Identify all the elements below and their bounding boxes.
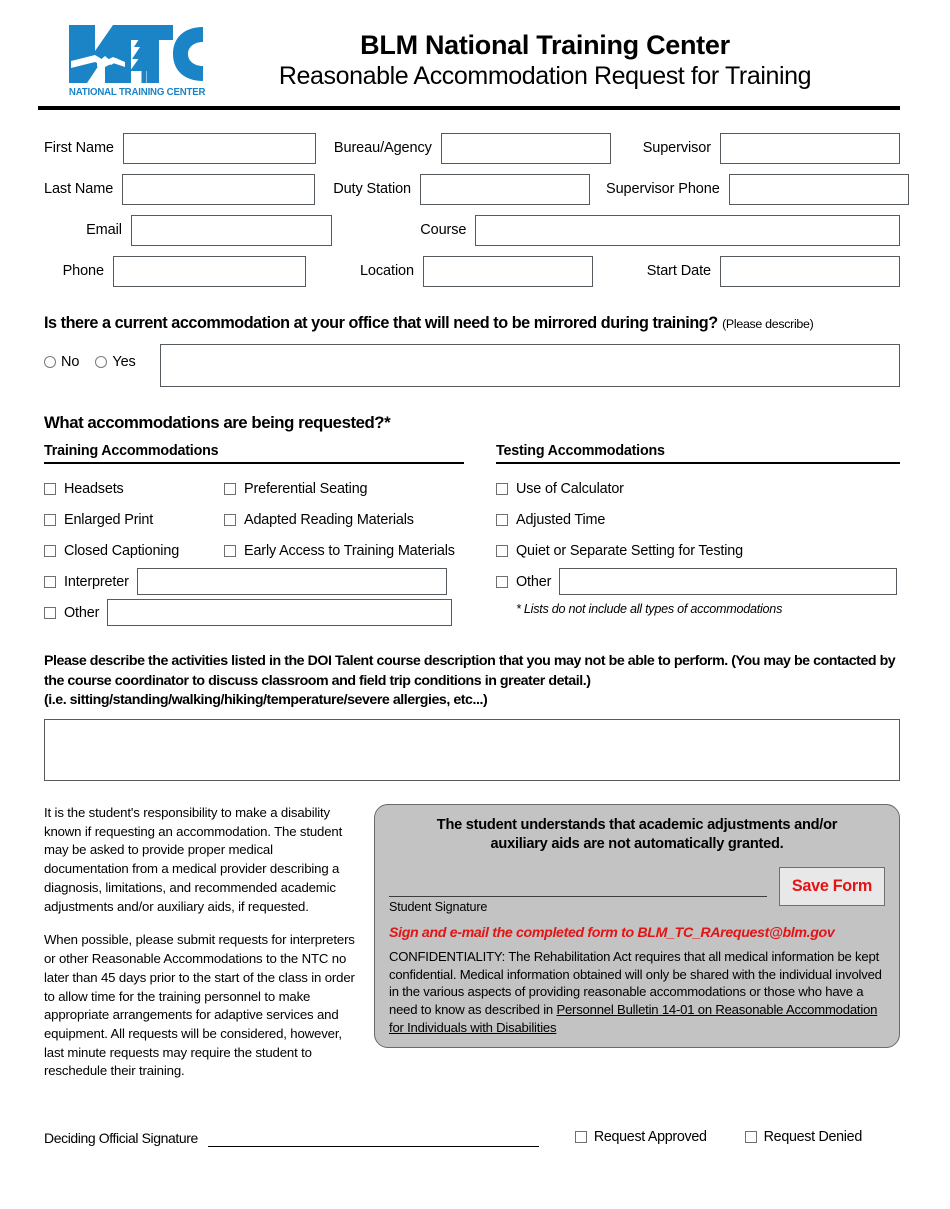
bureau-agency-input[interactable] xyxy=(441,133,611,164)
checkbox-box[interactable] xyxy=(44,545,56,557)
ntc-logo xyxy=(62,23,212,98)
checkbox-label: Interpreter xyxy=(64,573,129,590)
training-column-title: Training Accommodations xyxy=(44,443,219,459)
training-accommodations-column xyxy=(44,443,464,628)
radio-no-label: No xyxy=(61,354,80,370)
checkbox-box[interactable] xyxy=(496,545,508,557)
mirror-question-line xyxy=(44,314,900,333)
page-subtitle: Reasonable Accommodation Request for Training xyxy=(278,61,812,90)
signature-area xyxy=(389,866,885,914)
card-heading-line-2: auxiliary aids are not automatically granted. xyxy=(490,835,784,852)
mirror-question-note: (Please describe) xyxy=(722,317,814,331)
checkbox-box[interactable] xyxy=(224,514,236,526)
page-title: BLM National Training Center xyxy=(360,29,730,60)
policy-text-block xyxy=(44,804,374,1096)
accommodations-section xyxy=(44,413,900,628)
field-label-bureau-agency: Bureau/Agency xyxy=(333,140,432,156)
checkbox-label: Preferential Seating xyxy=(244,480,368,497)
deciding-official-label: Deciding Official Signature xyxy=(44,1130,198,1146)
mirror-radio-group xyxy=(44,344,152,370)
confidentiality-text xyxy=(389,948,885,1037)
policy-paragraph-1: It is the student's responsibility to make a disability known if requesting an accommodation. The student may be asked to provide proper medical documentation from a medical provider describing a diagnosis, limitations, and recommended academic adjustments and/or auxiliary aids, if requested. xyxy=(44,804,343,914)
mirror-accommodation-section xyxy=(44,314,900,387)
describe-line-1: Please describe the activities listed in the DOI Talent course description that you may not be able to perform. (You may be xyxy=(44,653,810,670)
training-other-input[interactable] xyxy=(107,599,452,626)
describe-line-3: (i.e. sitting/standing/walking/hiking/temperature/severe allergies, etc...) xyxy=(44,691,488,708)
checkbox-box[interactable] xyxy=(44,607,56,619)
field-row xyxy=(44,255,900,287)
header-titles xyxy=(212,30,900,91)
header-divider xyxy=(38,106,900,110)
checkbox-label: Adapted Reading Materials xyxy=(244,511,414,528)
location-input[interactable] xyxy=(423,256,593,287)
checkbox-box[interactable] xyxy=(496,576,508,588)
checkbox-label: Headsets xyxy=(64,480,124,497)
field-label-location: Location xyxy=(359,263,414,279)
radio-yes-label: Yes xyxy=(112,354,136,370)
save-form-button[interactable]: Save Form xyxy=(779,867,885,906)
checkbox-label: Quiet or Separate Setting for Testing xyxy=(516,542,743,559)
radio-no[interactable] xyxy=(44,356,56,368)
deciding-official-signature-line[interactable] xyxy=(208,1131,539,1147)
interpreter-input[interactable] xyxy=(137,568,447,595)
checkbox-item-closed-captioning[interactable] xyxy=(44,535,224,566)
checkbox-label: Other xyxy=(516,573,552,590)
checkbox-item-adjusted-time[interactable] xyxy=(496,504,900,535)
checkbox-item-use-of-calculator[interactable] xyxy=(496,473,900,504)
training-column-rule xyxy=(44,462,464,464)
card-heading-line-1: The student understands that academic adjustments and/or xyxy=(436,816,838,833)
student-acknowledgement-card xyxy=(374,804,900,1048)
checkbox-box[interactable] xyxy=(496,514,508,526)
field-row xyxy=(44,132,900,164)
supervisor-phone-input[interactable] xyxy=(729,174,909,205)
checkbox-label: Request Approved xyxy=(593,1129,707,1145)
supervisor-input[interactable] xyxy=(720,133,900,164)
describe-activities-textarea[interactable] xyxy=(44,719,900,781)
checkbox-label: Adjusted Time xyxy=(516,511,606,528)
checkbox-box[interactable] xyxy=(44,514,56,526)
checkbox-item-request-approved[interactable] xyxy=(575,1129,707,1147)
duty-station-input[interactable] xyxy=(420,174,590,205)
checkbox-label: Request Denied xyxy=(763,1129,862,1145)
checkbox-label: Other xyxy=(64,604,100,621)
ntc-logo-icon xyxy=(67,23,207,85)
bottom-section xyxy=(44,804,900,1096)
checkbox-item-adapted-reading-materials[interactable] xyxy=(224,504,464,535)
testing-column-rule xyxy=(496,462,900,464)
field-label-last-name: Last Name xyxy=(44,181,114,197)
checkbox-label: Closed Captioning xyxy=(64,542,180,559)
course-input[interactable] xyxy=(475,215,900,246)
student-signature-line[interactable] xyxy=(389,866,767,897)
checkbox-item-headsets[interactable] xyxy=(44,473,224,504)
checkbox-item-interpreter[interactable] xyxy=(44,566,464,597)
checkbox-item-quiet-separate-setting[interactable] xyxy=(496,535,900,566)
field-label-start-date: Start Date xyxy=(646,263,711,279)
checkbox-item-early-access-training-materials[interactable] xyxy=(224,535,464,566)
checkbox-box[interactable] xyxy=(496,483,508,495)
start-date-input[interactable] xyxy=(720,256,900,287)
mirror-answer-row xyxy=(44,344,900,387)
checkbox-box[interactable] xyxy=(224,545,236,557)
checkbox-item-enlarged-print[interactable] xyxy=(44,504,224,535)
radio-yes[interactable] xyxy=(95,356,107,368)
field-label-duty-station: Duty Station xyxy=(333,181,412,197)
confidentiality-plain: CONFIDENTIALITY: The Rehabilitation Act requires that all medical information be kept confidential. Medical information obtained will only be shared with the individual involved in the various aspects of providing reasonable accommodations or those who have a need to know as described in xyxy=(389,948,882,1018)
checkbox-item-training-other[interactable] xyxy=(44,597,464,628)
describe-line-2: contacted by the course coordinator to discuss classroom and field trip conditions in greater detail.) xyxy=(44,653,896,689)
accommodations-footnote: * Lists do not include all types of accommodations xyxy=(516,602,783,617)
signature-left xyxy=(389,866,779,914)
checkbox-item-testing-other[interactable] xyxy=(496,566,900,597)
field-label-email: Email xyxy=(86,222,122,238)
checkbox-pair-row xyxy=(44,473,464,504)
checkbox-box[interactable] xyxy=(575,1131,587,1143)
testing-other-input[interactable] xyxy=(559,568,897,595)
confidentiality-link[interactable]: Personnel Bulletin 14-01 on Reasonable Accommodation for Individuals with Disabilities xyxy=(389,1002,878,1036)
page-header xyxy=(0,0,950,98)
checkbox-label: Use of Calculator xyxy=(516,480,624,497)
checkbox-box[interactable] xyxy=(44,483,56,495)
field-row xyxy=(44,173,900,205)
deciding-official-footer xyxy=(44,1129,900,1147)
checkbox-pair-row xyxy=(44,535,464,566)
applicant-fields xyxy=(44,132,900,287)
checkbox-box[interactable] xyxy=(745,1131,757,1143)
field-label-phone: Phone xyxy=(62,263,104,279)
describe-activities-section xyxy=(44,652,900,786)
field-label-supervisor-phone: Supervisor Phone xyxy=(606,181,720,197)
field-row xyxy=(44,214,900,246)
checkbox-box[interactable] xyxy=(44,576,56,588)
field-label-first-name: First Name xyxy=(44,140,114,156)
email-input[interactable] xyxy=(131,215,332,246)
describe-activities-prompt xyxy=(44,652,900,710)
checkbox-item-preferential-seating[interactable] xyxy=(224,473,464,504)
checkbox-pair-row xyxy=(44,504,464,535)
mirror-question-text: Is there a current accommodation at your office that will need to be mirrored during training? xyxy=(44,314,718,332)
mirror-describe-textarea[interactable] xyxy=(160,344,900,387)
checkbox-label: Enlarged Print xyxy=(64,511,154,528)
testing-column-title: Testing Accommodations xyxy=(496,443,665,459)
email-instruction: Sign and e-mail the completed form to BLM_TC_RArequest@blm.gov xyxy=(389,924,835,941)
ntc-logo-wordmark: NATIONAL TRAINING CENTER xyxy=(68,85,206,98)
field-label-supervisor: Supervisor xyxy=(642,140,711,156)
accommodations-heading: What accommodations are being requested?* xyxy=(44,413,391,432)
student-signature-caption: Student Signature xyxy=(389,899,488,914)
policy-paragraph-2: When possible, please submit requests for interpreters or other Reasonable Accommodations to the NTC no later than 45 days prior to the start of the class in order to allow time for the training personnel to make appropriate arrangements for adaptive services and equipment. All requests will be considered, however, last minute requests may require the student to reschedule their training. xyxy=(44,932,355,1079)
checkbox-label: Early Access to Training Materials xyxy=(244,542,455,559)
checkbox-box[interactable] xyxy=(224,483,236,495)
field-label-course: Course xyxy=(420,222,467,238)
accommodations-columns xyxy=(44,443,900,628)
checkbox-item-request-denied[interactable] xyxy=(745,1129,862,1147)
testing-accommodations-column xyxy=(496,443,900,628)
phone-input[interactable] xyxy=(113,256,306,287)
last-name-input[interactable] xyxy=(122,174,315,205)
first-name-input[interactable] xyxy=(123,133,316,164)
card-heading xyxy=(389,816,885,854)
